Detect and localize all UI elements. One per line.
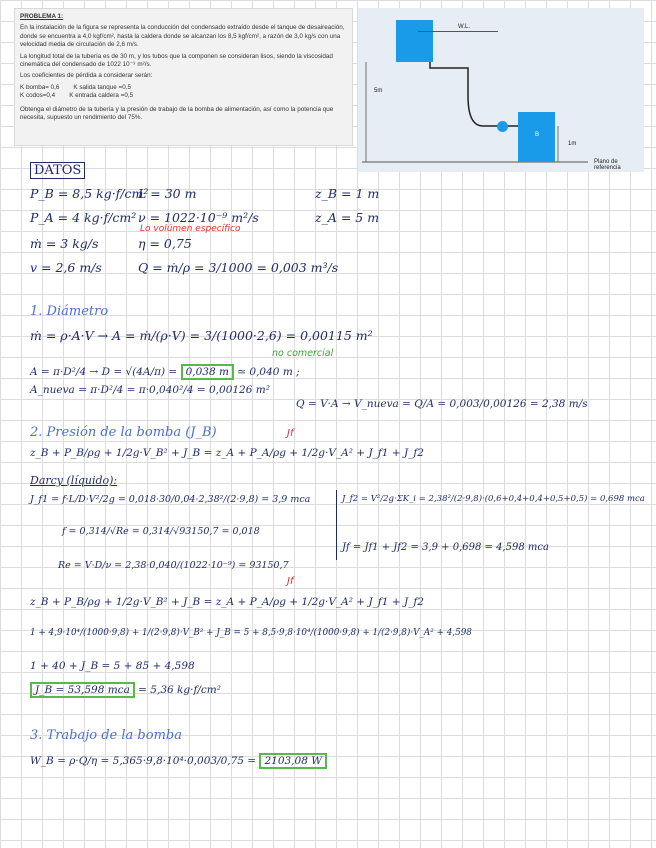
s1-diameter-rounded: ≃ 0,040 m ; xyxy=(237,366,300,378)
s1-diameter-result-box: 0,038 m xyxy=(181,364,234,380)
s1-diameter-equation xyxy=(30,366,300,378)
s2-jf-total: Jf = Jf1 + Jf2 = 3,9 + 0,698 = 4,598 mca xyxy=(342,542,549,553)
data-velocity: v = 2,6 m/s xyxy=(30,260,102,275)
s1-area-equation: ṁ = ρ·A·V → A = ṁ/(ρ·V) = 3/(1000·2,6) = 0,00115 m² xyxy=(30,328,373,343)
jf-bracket-label-2: Jf xyxy=(287,576,294,587)
section-3-title: 3. Trabajo de la bomba xyxy=(30,728,182,743)
s3-work-formula: W_B = ρ·Q/η = 5,365·9,8·10⁴·0,003/0,75 = xyxy=(30,755,257,767)
reference-plane-label: Plano de referencia xyxy=(594,159,621,171)
pipe-drawing xyxy=(358,8,644,172)
column-divider xyxy=(336,490,337,560)
s3-work-result-box: 2103,08 W xyxy=(259,753,327,769)
s2-pump-pressure: = 5,36 kg·f/cm² xyxy=(138,684,221,696)
data-efficiency: η = 0,75 xyxy=(138,236,192,251)
data-viscosity: ν = 1022·10⁻⁹ m²/s xyxy=(138,210,259,225)
problem-paragraph-4: Obtenga el diámetro de la tubería y la presión de trabajo de la bomba de alimentación, así como la potencia que necesita, supuesto un rendimiento del 75%. xyxy=(20,105,334,122)
coef-k-bomba: K bomba= 0,6 xyxy=(20,83,60,91)
darcy-heading: Darcy (líquido): xyxy=(30,474,118,487)
coef-row-2 xyxy=(20,92,347,100)
s3-work-equation xyxy=(30,755,327,767)
height-label-5m: 5m xyxy=(374,88,383,94)
data-mass-flow: ṁ = 3 kg/s xyxy=(30,236,99,251)
s1-diameter-formula: A = π·D²/4 → D = √(4A/π) = xyxy=(30,366,178,378)
s2-reynolds: Re = V·D/ν = 2,38·0,040/(1022·10⁻⁹) = 93150,7 xyxy=(58,560,289,571)
coef-k-salida: K salida tanque =0,5 xyxy=(73,83,131,91)
data-zb: z_B = 1 m xyxy=(315,186,380,201)
s2-substitution: 1 + 4,9·10⁴/(1000·9,8) + 1/(2·9,8)·V_B² + J_B = 5 + 8,5·9,8·10⁴/(1000·9,8) + 1/(2·9,8)·V_A² + 4,598 xyxy=(30,628,472,638)
no-comercial-note: no comercial xyxy=(272,348,334,359)
s2-simplified: 1 + 40 + J_B = 5 + 85 + 4,598 xyxy=(30,660,195,672)
data-pa: P_A = 4 kg·f/cm² xyxy=(30,210,137,225)
s1-new-area-equation: A_nueva = π·D²/4 = π·0,040²/4 = 0,00126 m² xyxy=(30,384,270,396)
coef-k-entrada: K entrada caldera =0,5 xyxy=(69,92,134,100)
data-pb: P_B = 8,5 kg·f/cm² xyxy=(30,186,149,201)
boiler-label: B xyxy=(535,132,540,138)
problem-paragraph-3: Los coeficientes de pérdida a considerar serán: xyxy=(20,72,153,80)
coef-k-codos: K codos=0,4 xyxy=(20,92,56,100)
installation-figure xyxy=(358,8,644,172)
problem-paragraph-1: En la instalación de la figura se representa la conducción del condensado extraído desde el tanque de desaireación, donde se encuentra a 4,0 kgf/cm², hasta la caldera donde se alcanzan los 8,5 kgf/cm², a razón de 3,0 kg/s con una velocidad media de circulación de 2,6 m/s. xyxy=(20,24,345,49)
data-flow-rate: Q = ṁ/ρ = 3/1000 = 0,003 m³/s xyxy=(138,260,339,275)
section-1-title: 1. Diámetro xyxy=(30,304,109,319)
s2-bernoulli-equation: z_B + P_B/ρg + 1/2g·V_B² + J_B = z_A + P_A/ρg + 1/2g·V_A² + J_f1 + J_f2 xyxy=(30,447,424,459)
problem-title: PROBLEMA 1: xyxy=(20,13,64,20)
water-level-label: W.L. xyxy=(458,24,471,30)
pump-icon xyxy=(497,121,508,132)
jf-bracket-label-1: Jf xyxy=(287,428,294,439)
section-2-title: 2. Presión de la bomba (J_B) xyxy=(30,425,217,440)
s2-pump-head-box: J_B = 53,598 mca xyxy=(30,682,135,698)
s2-jf1-equation: J_f1 = f·L/D·V²/2g = 0,018·30/0,04·2,38²/(2·9,8) = 3,9 mca xyxy=(30,494,311,505)
s2-friction-factor: f = 0,314/√Re = 0,314/√93150,7 = 0,018 xyxy=(62,526,260,537)
note-specific-volume: Lo volúmen específico xyxy=(140,224,241,234)
s1-new-velocity-equation: Q = V·A → V_nueva = Q/A = 0,003/0,00126 = 2,38 m/s xyxy=(296,398,588,410)
datos-title: DATOS xyxy=(30,162,85,179)
s2-bernoulli-equation-2: z_B + P_B/ρg + 1/2g·V_B² + J_B = z_A + P_A/ρg + 1/2g·V_A² + J_f1 + J_f2 xyxy=(30,596,424,608)
data-za: z_A = 5 m xyxy=(315,210,380,225)
problem-statement xyxy=(14,8,353,146)
s2-jf2-equation: J_f2 = V²/2g·ΣK_i = 2,38²/(2·9,8)·(0,6+0,4+0,4+0,5+0,5) = 0,698 mca xyxy=(342,494,645,504)
data-length: L = 30 m xyxy=(138,186,197,201)
height-label-1m: 1m xyxy=(568,141,577,147)
s2-result-line xyxy=(30,684,221,696)
problem-paragraph-2: La longitud total de la tubería es de 30 m, y los tubos que la componen se consideran lisos, siendo la viscosidad cinemática del condensado de 1022 10⁻⁹ m²/s. xyxy=(20,52,333,69)
coef-row-1 xyxy=(20,84,347,92)
